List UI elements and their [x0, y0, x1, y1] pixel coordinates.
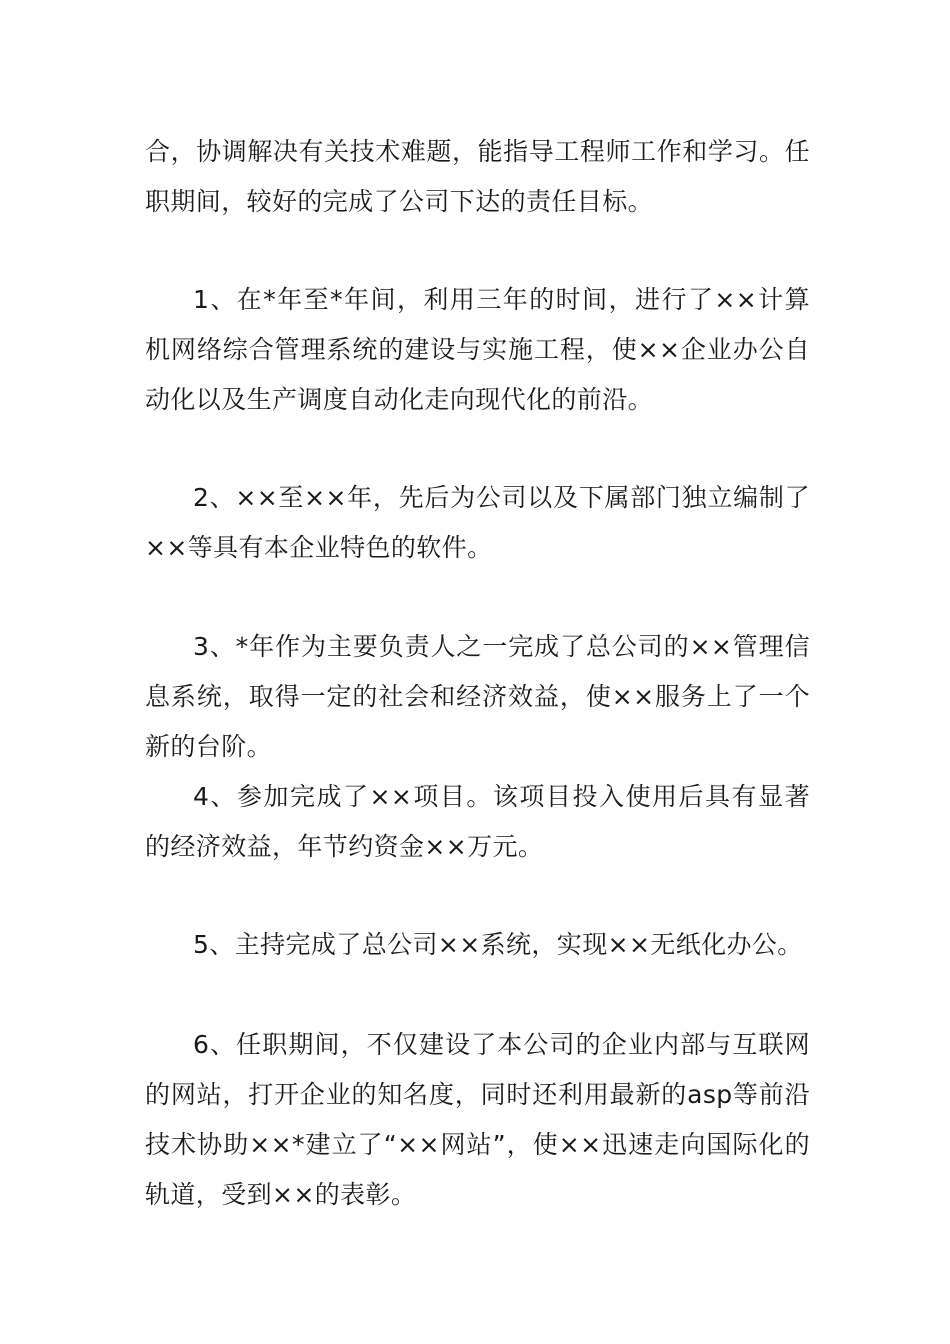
paragraph-item-6: 6、任职期间，不仅建设了本公司的企业内部与互联网的网站，打开企业的知名度，同时还利用最新的asp等前沿技术协助××*建立了“××网站”，使××迅速走向国际化的轨道，受到××的表彰。 [145, 1030, 810, 1209]
paragraph-item-5: 5、主持完成了总公司××系统，实现××无纸化办公。 [193, 930, 803, 959]
paragraph-item-4: 4、参加完成了××项目。该项目投入使用后具有显著的经济效益，年节约资金××万元。 [145, 782, 810, 861]
paragraph-item-1: 1、在*年至*年间，利用三年的时间，进行了××计算机网络综合管理系统的建设与实施工程，使××企业办公自动化以及生产调度自动化走向现代化的前沿。 [145, 285, 810, 414]
paragraph-item-3: 3、*年作为主要负责人之一完成了总公司的××管理信息系统，取得一定的社会和经济效益，使××服务上了一个新的台阶。 [145, 632, 810, 761]
paragraph-item-2: 2、××至××年，先后为公司以及下属部门独立编制了××等具有本企业特色的软件。 [145, 483, 810, 562]
paragraph-continuation: 合，协调解决有关技术难题，能指导工程师工作和学习。任职期间，较好的完成了公司下达的责任目标。 [145, 137, 810, 216]
